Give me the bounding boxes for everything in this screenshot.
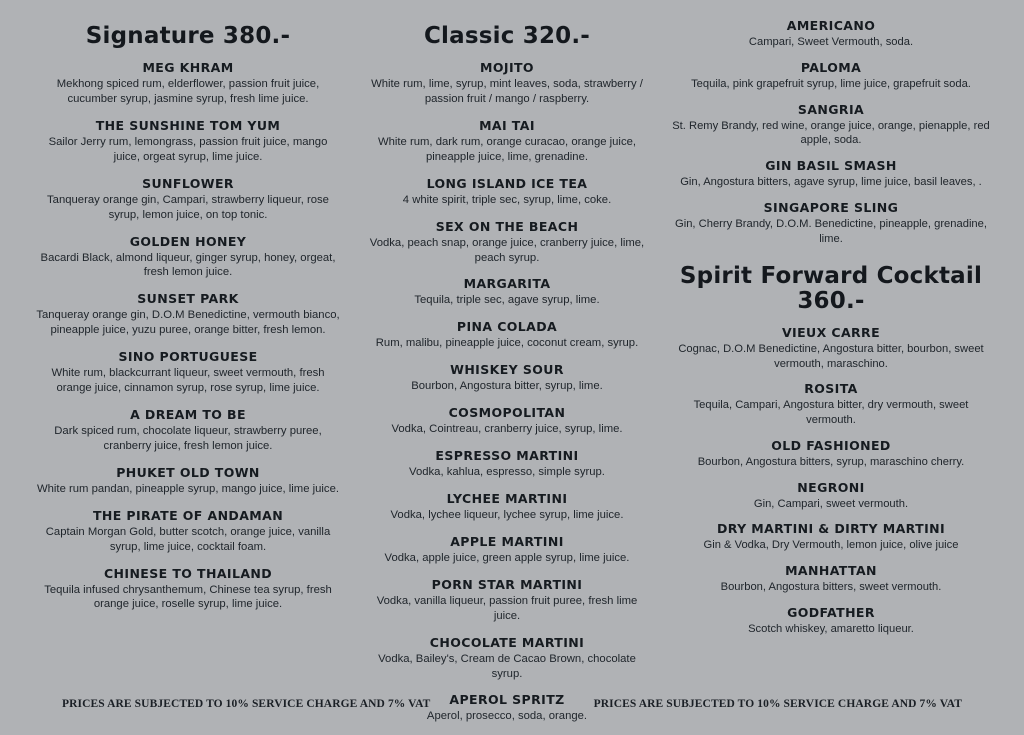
menu-item-name: SUNSET PARK (137, 291, 239, 307)
menu-item (670, 480, 992, 512)
menu-item-name: MOJITO (480, 60, 534, 76)
menu-item (670, 563, 992, 595)
menu-item-name: THE SUNSHINE TOM YUM (95, 117, 281, 133)
menu-item-description: Vodka, kahlua, espresso, simple syrup. (409, 466, 605, 479)
menu-item-name: COSMOPOLITAN (448, 405, 566, 421)
menu-item-description: Vodka, Bailey's, Cream de Cacao Brown, chocolate syrup. (378, 652, 636, 680)
menu-item-name: MARGARITA (463, 276, 551, 292)
menu-item-description: Gin, Campari, sweet vermouth. (753, 497, 909, 510)
footer-note-right: PRICES ARE SUBJECTED TO 10% SERVICE CHARGE AND 7% VAT (593, 698, 962, 710)
menu-item-description: St. Remy Brandy, red wine, orange juice, orange, pienapple, red apple, soda. (672, 119, 990, 147)
menu-item (361, 405, 653, 437)
menu-item-name: AMERICANO (786, 18, 876, 33)
menu-item (361, 176, 653, 208)
menu-item-description: Campari, Sweet Vermouth, soda. (748, 36, 914, 48)
menu-item (32, 508, 344, 555)
menu-item-description: Scotch whiskey, amaretto liqueur. (748, 623, 914, 635)
menu-item-description: Cognac, D.O.M Benedictine, Angostura bitter, bourbon, sweet vermouth, maraschino. (678, 342, 984, 370)
menu-item-name: PALOMA (800, 59, 862, 75)
menu-item-name: SANGRIA (797, 101, 865, 117)
menu-item-name: MAI TAI (479, 117, 535, 133)
menu-item (670, 102, 992, 149)
menu-item (361, 635, 653, 682)
section-title-spirit-forward: Spirit Forward Cocktail 360.- (679, 263, 983, 314)
menu-item (361, 362, 653, 394)
menu-item-name: PORN STAR MARTINI (431, 576, 583, 592)
menu-item-description: Rum, malibu, pineapple juice, coconut cream, syrup. (375, 337, 639, 350)
menu-item (670, 158, 992, 190)
menu-item-description: Vodka, vanilla liqueur, passion fruit puree, fresh lime juice. (376, 594, 638, 622)
menu-columns (28, 18, 996, 735)
menu-column-spirit-forward (666, 18, 996, 647)
menu-item (670, 200, 992, 247)
menu-item (32, 60, 344, 107)
menu-item (670, 521, 992, 553)
menu-item-name: CHINESE TO THAILAND (103, 565, 273, 581)
menu-item (670, 438, 992, 470)
menu-item-name: PHUKET OLD TOWN (116, 464, 260, 480)
menu-item-description: 4 white spirit, triple sec, syrup, lime, coke. (402, 193, 612, 206)
menu-item-name: DRY MARTINI & DIRTY MARTINI (716, 521, 946, 537)
menu-item (32, 349, 344, 396)
menu-column-signature (28, 18, 348, 623)
menu-item-description: Sailor Jerry rum, lemongrass, passion fruit juice, mango juice, orgeat syrup, lime juice. (48, 135, 328, 163)
menu-item-description: Gin, Angostura bitters, agave syrup, lime juice, basil leaves, . (680, 176, 982, 189)
menu-item (32, 465, 344, 497)
menu-item (361, 118, 653, 165)
menu-item-description: Tequila, triple sec, agave syrup, lime. (414, 294, 600, 307)
menu-item-description: Tanqueray orange gin, D.O.M Benedictine, vermouth bianco, pineapple juice, yuzu puree, orange bitter, fresh lemon. (36, 309, 340, 337)
menu-item-name: MEG KHRAM (142, 60, 234, 76)
menu-item-name: SINO PORTUGUESE (118, 349, 258, 365)
menu-item (32, 407, 344, 454)
menu-item-description: Bourbon, Angostura bitter, syrup, lime. (411, 380, 603, 393)
menu-item-name: THE PIRATE OF ANDAMAN (92, 507, 284, 523)
menu-item-name: SEX ON THE BEACH (435, 218, 579, 234)
menu-item-description: Gin, Cherry Brandy, D.O.M. Benedictine, pineapple, grenadine, lime. (675, 217, 987, 245)
menu-item-description: Dark spiced rum, chocolate liqueur, strawberry puree, cranberry juice, fresh lemon juice. (54, 425, 322, 452)
menu-item (32, 566, 344, 613)
menu-item-name: GOLDEN HONEY (129, 233, 247, 249)
menu-item (361, 60, 653, 107)
menu-item-description: Bacardi Black, almond liqueur, ginger syrup, honey, orgeat, fresh lemon juice. (40, 251, 336, 279)
menu-item-name: GIN BASIL SMASH (765, 158, 897, 174)
menu-item (361, 319, 653, 351)
menu-item-description: Bourbon, Angostura bitters, sweet vermouth. (720, 581, 942, 594)
menu-item (670, 60, 992, 92)
menu-item-description: White rum pandan, pineapple syrup, mango juice, lime juice. (36, 482, 340, 495)
menu-item-name: OLD FASHIONED (771, 437, 891, 453)
menu-item-description: Bourbon, Angostura bitters, syrup, maraschino cherry. (697, 455, 965, 468)
menu-item (670, 381, 992, 428)
menu-item (361, 491, 653, 523)
menu-item-description: Gin & Vodka, Dry Vermouth, lemon juice, olive juice (703, 539, 959, 552)
menu-item-name: LONG ISLAND ICE TEA (426, 175, 588, 191)
menu-item-name: SUNFLOWER (142, 175, 234, 191)
menu-item-description: Vodka, Cointreau, cranberry juice, syrup, lime. (391, 423, 623, 436)
menu-item-name: WHISKEY SOUR (450, 362, 564, 378)
menu-item-description: White rum, lime, syrup, mint leaves, soda, strawberry / passion fruit / mango / raspberry. (371, 78, 643, 106)
menu-item (361, 577, 653, 624)
menu-column-classic (357, 18, 657, 735)
menu-item-description: Vodka, lychee liqueur, lychee syrup, lime juice. (390, 509, 624, 522)
menu-item-name: APPLE MARTINI (450, 533, 564, 549)
footer (0, 698, 1024, 710)
menu-item-name: APEROL SPRITZ (449, 692, 565, 708)
menu-item-description: Tequila infused chrysanthemum, Chinese tea syrup, fresh orange juice, roselle syrup, lime juice. (44, 583, 332, 611)
menu-item (361, 448, 653, 480)
menu-item-name: NEGRONI (797, 479, 865, 495)
menu-item-name: PINA COLADA (456, 319, 558, 335)
menu-item (670, 325, 992, 372)
menu-item-name: ESPRESSO MARTINI (435, 448, 579, 464)
menu-item-name: A DREAM TO BE (130, 407, 246, 423)
menu-item-name: GODFATHER (787, 605, 875, 620)
menu-item (670, 18, 992, 50)
menu-item (361, 276, 653, 308)
menu-item (32, 234, 344, 281)
menu-item-name: CHOCOLATE MARTINI (429, 634, 585, 650)
section-title-signature: Signature 380.- (85, 23, 291, 49)
menu-item-name: LYCHEE MARTINI (446, 491, 568, 507)
menu-item-description: White rum, dark rum, orange curacao, orange juice, pineapple juice, lime, grenadine. (377, 135, 637, 163)
menu-item (32, 176, 344, 223)
menu-item-description: Vodka, peach snap, orange juice, cranberry juice, lime, peach syrup. (369, 236, 645, 264)
menu-item-description: Mekhong spiced rum, elderflower, passion fruit juice, cucumber syrup, jasmine syrup, fresh lime juice. (56, 78, 320, 106)
menu-item (670, 605, 992, 637)
menu-item (32, 291, 344, 338)
menu-item-description: White rum, blackcurrant liqueur, sweet vermouth, fresh orange juice, cinnamon syrup, rose syrup, lime juice. (51, 367, 325, 395)
section-title-classic: Classic 320.- (423, 23, 591, 49)
menu-item (32, 118, 344, 165)
menu-item-description: Tanqueray orange gin, Campari, strawberry liqueur, rose syrup, lemon juice, on top tonic. (47, 193, 329, 221)
menu-item (361, 219, 653, 266)
menu-item-name: MANHATTAN (785, 563, 877, 579)
menu-item-name: VIEUX CARRE (781, 324, 881, 340)
menu-item-description: Vodka, apple juice, green apple syrup, lime juice. (384, 551, 630, 564)
footer-note-left: PRICES ARE SUBJECTED TO 10% SERVICE CHARGE AND 7% VAT (62, 698, 431, 710)
menu-item-description: Tequila, pink grapefruit syrup, lime juice, grapefruit soda. (691, 77, 971, 90)
menu-item-name: ROSITA (804, 381, 858, 397)
menu-item (361, 534, 653, 566)
menu-item-description: Aperol, prosecco, soda, orange. (426, 710, 588, 723)
menu-item-description: Captain Morgan Gold, butter scotch, orange juice, vanilla syrup, lime juice, cocktail foam. (45, 525, 331, 553)
menu-item-description: Tequila, Campari, Angostura bitter, dry vermouth, sweet vermouth. (693, 399, 969, 427)
menu-item-name: SINGAPORE SLING (763, 199, 899, 215)
